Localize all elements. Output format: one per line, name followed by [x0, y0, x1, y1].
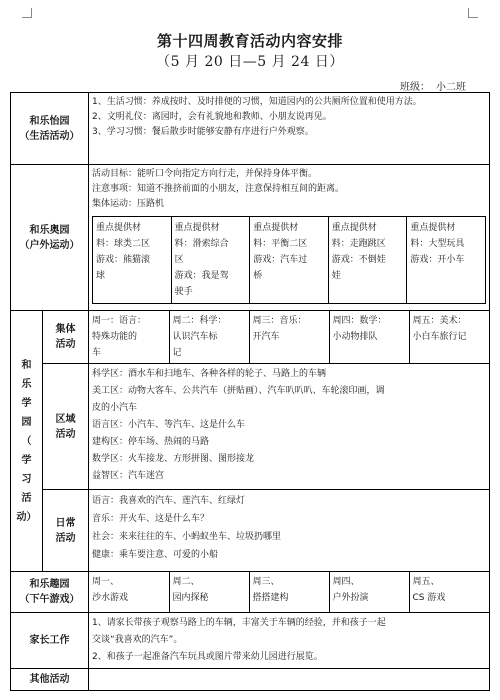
area-content: [89, 364, 490, 490]
other-row: [11, 669, 490, 691]
learning-group-row: [11, 311, 490, 364]
group-day-tue: 周二：科学： 认识汽车标 记: [169, 311, 249, 363]
learning-daily-row: [11, 490, 490, 572]
parent-line: 2、和孩子一起准备汽车玩具或图片带来幼儿园进行展览。: [92, 652, 323, 662]
outdoor-area-3: 重点提供材 料：平衡二区 游戏：汽车过 桥: [250, 217, 329, 304]
area-line: 科学区：酒水车和扫地车、各种各样的轮子、马路上的车辆: [92, 369, 327, 379]
class-line: [394, 78, 466, 93]
afternoon-head: 和乐趣园 （下午游戏）: [11, 572, 89, 613]
area-head: 区域 活动: [43, 364, 89, 490]
group-day-wed: 周三：音乐： 开汽车: [249, 311, 329, 363]
outdoor-content: [89, 165, 490, 311]
afternoon-day-fri: 周五、 CS 游戏: [409, 572, 489, 612]
area-line: 益智区：汽车迷宫: [92, 471, 165, 481]
afternoon-day-tue: 周二、 园内探秘: [169, 572, 249, 612]
outdoor-head: 和乐奥园 （户外运动）: [11, 165, 89, 311]
group-content: [89, 311, 490, 364]
group-head: 集体 活动: [43, 311, 89, 364]
life-item: 1、生活习惯：养成按时、及时排便的习惯，知道园内的公共厕所位置和使用方法。: [92, 97, 422, 107]
life-row: [11, 93, 490, 165]
daily-line: 音乐：开火车、这是什么车？: [92, 514, 210, 524]
group-day-thu: 周四：数学： 小动物排队: [329, 311, 409, 363]
date-range: （5 月 20 日—5 月 24 日）: [156, 54, 344, 70]
class-name: 小二班: [436, 82, 466, 93]
daily-line: 语言：我喜欢的汽车、莲汽车、红绿灯: [92, 496, 246, 506]
document-title: 第十四周教育活动内容安排: [156, 32, 343, 50]
afternoon-day-thu: 周四、 户外扮演: [329, 572, 409, 612]
outdoor-area-1: 重点提供材 料：球类二区 游戏：熊猫滚 球: [93, 217, 172, 304]
other-head: 其他活动: [11, 669, 89, 691]
other-content: [89, 669, 490, 691]
parent-head: 家长工作: [11, 613, 89, 669]
parent-line: 1、请家长带孩子观察马路上的车辆，丰富关于车辆的经验，并和孩子一起: [92, 618, 386, 628]
outdoor-area-5: 重点提供材 料：大型玩具 游戏：开小车: [407, 217, 486, 304]
daily-content: [89, 490, 490, 572]
learning-area-row: [11, 364, 490, 490]
daily-line: 健康：乘车要注意、可爱的小船: [92, 550, 219, 560]
area-line: 皮的小汽车: [92, 403, 138, 413]
daily-head: 日常 活动: [43, 490, 89, 572]
group-day-fri: 周五：美术： 小白车旅行记: [409, 311, 489, 363]
group-day-mon: 周一：语言： 特殊功能的 车: [89, 311, 169, 363]
life-head: 和乐怡园 （生活活动）: [11, 93, 89, 165]
parent-row: [11, 613, 490, 669]
daily-line: 社会：来来往往的车、小蚂蚁坐车、垃圾扔哪里: [92, 532, 282, 542]
area-line: 美工区：动物大客车、公共汽车（拼贴画）、汽车叭叭叭、车轮滚印画，调: [92, 386, 385, 396]
outdoor-area-4: 重点提供材 料：走跑跳区 游戏：不倒娃 娃: [328, 217, 407, 304]
group-days: [89, 311, 489, 363]
life-item: 3、学习习惯：餐后散步时能够安静有序进行户外观察。: [92, 127, 314, 137]
afternoon-day-mon: 周一、 沙水游戏: [89, 572, 169, 612]
life-content: [89, 93, 490, 165]
area-line: 语言区：小汽车、等汽车、这是什么车: [92, 420, 246, 430]
corner-mark-right: [468, 8, 478, 18]
parent-content: [89, 613, 490, 669]
outdoor-line: 注意事项：知道不推挤前面的小朋友，注意保持相互间的距离。: [92, 184, 345, 194]
corner-mark-left: [22, 8, 32, 18]
learning-head: 和 乐 学 园 （ 学 习 活 动）: [11, 311, 43, 572]
afternoon-row: [11, 572, 490, 613]
outdoor-line: 集体运动：压路机: [92, 199, 165, 209]
life-item: 2、文明礼仪：离园时，会有礼貌地和教师、小朋友说再见。: [92, 112, 332, 122]
parent-line: 交谈“我喜欢的汽车”。: [92, 635, 183, 645]
area-line: 数学区：火车接龙、方形拼图、图形接龙: [92, 454, 255, 464]
schedule-table: [10, 92, 490, 691]
area-line: 建构区：停车场、热闹的马路: [92, 437, 210, 447]
outdoor-area-2: 重点提供材 料：滑索综合 区 游戏：我是驾 驶手: [171, 217, 250, 304]
outdoor-areas: [92, 216, 486, 304]
afternoon-content: [89, 572, 490, 613]
afternoon-day-wed: 周三、 搭搭建构: [249, 572, 329, 612]
outdoor-line: 活动目标：能听口令向指定方向行走，并保持身体平衡。: [92, 169, 318, 179]
class-label: 班级：: [400, 82, 430, 93]
outdoor-row: [11, 165, 490, 311]
afternoon-days: [89, 572, 489, 612]
